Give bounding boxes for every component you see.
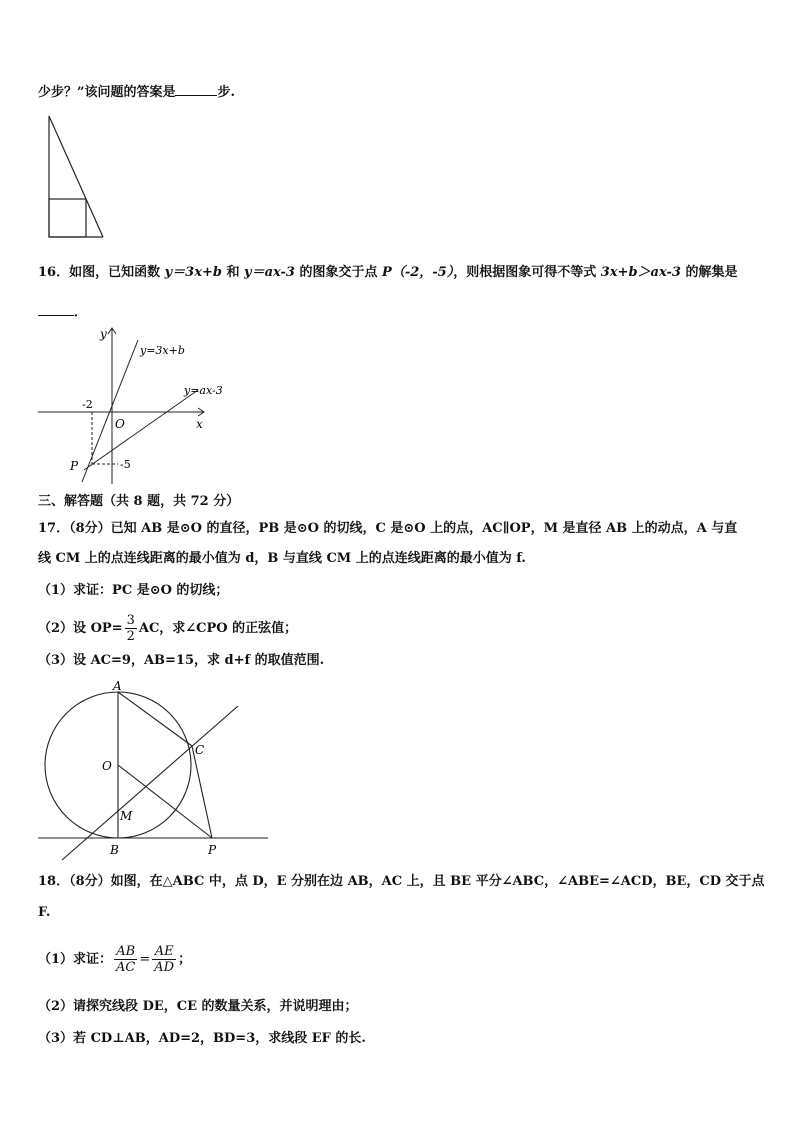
q18-part2: （2）请探究线段 DE，CE 的数量关系，并说明理由；: [38, 999, 358, 1014]
q16-text-d: ，则根据图象可得不等式: [453, 265, 601, 280]
q17-line2: 线 CM 上的点连线距离的最小值为 d，B 与直线 CM 上的点连线距离的最小值为 f.: [38, 551, 526, 566]
q17-part2-post: AC，求∠CPO 的正弦值；: [138, 621, 298, 636]
line2-label: y=ax-3: [184, 384, 223, 397]
q17-part3: （3）设 AC=9，AB=15，求 d+f 的取值范围.: [38, 653, 325, 668]
p-label: P: [70, 459, 79, 473]
line1-label: y=3x+b: [140, 344, 185, 357]
label-M: M: [120, 809, 133, 823]
fraction-numerator: 3: [126, 613, 135, 628]
q17-part2-pre: （2）设 OP=: [38, 621, 123, 636]
q18-part1-post: ；: [178, 952, 192, 967]
x-axis-label: x: [196, 417, 203, 431]
q16-question: [38, 264, 737, 282]
q16-inequality: 3x+b＞ax-3: [600, 265, 681, 280]
q16-number: 16．: [38, 265, 70, 280]
section-title: 三、解答题（共 8 题，共 72 分）: [38, 494, 240, 509]
q16-text-c: 的图象交于点: [294, 265, 383, 280]
q17-part2: [38, 612, 297, 646]
q15-tail-suffix: 步.: [217, 85, 236, 100]
q18-part3: （3）若 CD⊥AB，AD=2，BD=3，求线段 EF 的长.: [38, 1031, 366, 1046]
fraction-ae-ad: [152, 944, 176, 975]
fraction-denominator: AD: [154, 960, 175, 975]
q18-part1: [38, 940, 191, 980]
label-A: A: [113, 679, 122, 693]
q16-text-a: 如图，已知函数: [69, 265, 165, 280]
q16-eq1: y＝3x+b: [164, 265, 222, 280]
label-C: C: [195, 743, 205, 757]
q18-part1-pre: （1）求证：: [38, 952, 113, 967]
fraction-numerator: AE: [152, 944, 176, 960]
q18-line1: 18．（8分）如图，在△ABC 中，点 D，E 分别在边 AB，AC 上，且 BE 平分∠ABC，∠ABE=∠ACD，BE，CD 交于点: [38, 874, 765, 889]
origin-label: O: [115, 417, 125, 431]
neg5-label: -5: [120, 458, 131, 471]
q16-end: ．: [74, 305, 88, 320]
q15-tail: [38, 82, 235, 102]
q17-figure: [36, 676, 270, 862]
label-O: O: [102, 759, 112, 773]
q16-eq2: y＝ax-3: [244, 265, 295, 280]
q17-part1: （1）求证：PC 是⊙O 的切线；: [38, 583, 229, 598]
q15-figure: [44, 112, 108, 242]
q16-text-b: 和: [221, 265, 245, 280]
q16-graph: [34, 322, 254, 487]
q17-line1: 17．（8分）已知 AB 是⊙O 的直径，PB 是⊙O 的切线，C 是⊙O 上的点，AC∥OP，M 是直径 AB 上的动点，A 与直: [38, 521, 738, 536]
fraction-ab-ac: [114, 944, 137, 975]
q18-line2: F.: [38, 905, 51, 920]
q16-text-e: 的解集是: [680, 265, 738, 280]
q16-point: P（-2，-5）: [382, 265, 454, 280]
q15-tail-text: 少步？”该问题的答案是: [38, 85, 176, 100]
answer-blank[interactable]: [38, 302, 74, 316]
fraction-numerator: AB: [114, 944, 137, 960]
fraction-three-halves: [125, 613, 137, 644]
equals-sign: =: [139, 952, 151, 967]
q16-answer-line: [38, 302, 87, 322]
fraction-denominator: 2: [126, 629, 135, 644]
label-P: P: [208, 843, 217, 857]
y-axis-label: y: [100, 327, 107, 341]
fraction-denominator: AC: [116, 960, 136, 975]
neg2-label: -2: [82, 398, 93, 411]
label-B: B: [110, 843, 119, 857]
answer-blank[interactable]: [175, 82, 217, 96]
